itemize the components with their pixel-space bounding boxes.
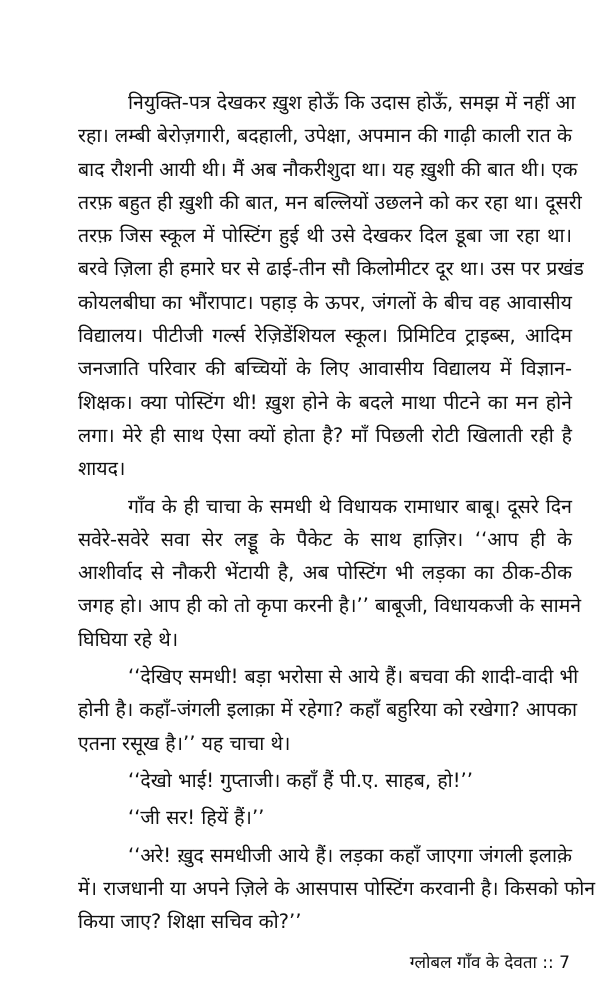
paragraph: [78, 764, 572, 797]
text-line: सवेरे-सवेरे सवा सेर लड्डू के पैकेट के साथ हाज़िर। ‘‘आप ही के: [78, 527, 572, 551]
text-line: होनी है। कहाँ-जंगली इलाक़ा में रहेगा? कहाँ बहुरिया को रखेगा? आपका: [78, 698, 578, 722]
paragraph: [78, 490, 582, 656]
text-line: बाद रौशनी आयी थी। मैं अब नौकरीशुदा था। यह ख़ुशी की बात थी। एक: [78, 157, 578, 181]
text-line: बरवे ज़िला ही हमारे घर से ढाई-तीन सौ किलोमीटर दूर था। उस पर प्रखंड: [78, 257, 584, 281]
text-line: विद्यालय। पीटीजी गर्ल्स रेज़िडेंशियल स्कूल। प्रिमिटिव ट्राइब्स, आदिम: [78, 324, 572, 348]
text-line: तरफ़ जिस स्कूल में पोस्टिंग हुई थी उसे देखकर दिल डूबा जा रहा था।: [78, 224, 572, 248]
text-line: लगा। मेरे ही साथ ऐसा क्यों होता है? माँ पिछली रोटी खिलाती रही है: [78, 423, 572, 447]
text-line: ‘‘देखिए समधी! बड़ा भरोसा से आये हैं। बचवा की शादी-वादी भी: [128, 665, 579, 689]
book-page-body: [78, 86, 596, 942]
text-line: जगह हो। आप ही को तो कृपा करनी है।’’ बाबूजी, विधायकजी के सामने: [78, 594, 582, 618]
text-line: में। राजधानी या अपने ज़िले के आसपास पोस्टिंग करवानी है। किसको फोन: [78, 876, 596, 900]
text-line: किया जाए? शिक्षा सचिव को?’’: [78, 910, 302, 934]
text-line: घिघिया रहे थे।: [78, 627, 179, 651]
text-line: जनजाति परिवार की बच्चियों के लिए आवासीय विद्यालय में विज्ञान-: [78, 357, 572, 381]
text-line: आशीर्वाद से नौकरी भेंटायी है, अब पोस्टिंग भी लड़का का ठीक-ठीक: [78, 561, 572, 585]
text-line: ‘‘जी सर! हियें हैं।’’: [128, 806, 265, 830]
text-line: शायद।: [78, 457, 126, 481]
paragraph: [78, 660, 579, 760]
text-line: कोयलबीघा का भौंरापाट। पहाड़ के ऊपर, जंगलों के बीच वह आवासीय: [78, 290, 572, 314]
paragraph: [78, 839, 596, 939]
paragraph: [78, 801, 572, 834]
text-line: शिक्षक। क्या पोस्टिंग थी! ख़ुश होने के बदले माथा पीटने का मन होने: [78, 390, 572, 414]
text-line: गाँव के ही चाचा के समधी थे विधायक रामाधार बाबू। दूसरे दिन: [128, 494, 572, 518]
text-line: तरफ़ बहुत ही ख़ुशी की बात, मन बल्लियों उछलने को कर रहा था। दूसरी: [78, 190, 582, 214]
text-line: रहा। लम्बी बेरोज़गारी, बदहाली, उपेक्षा, अपमान की गाढ़ी काली रात के: [78, 124, 572, 148]
text-line: एतना रसूख है।’’ यह चाचा थे।: [78, 731, 291, 755]
text-line: ‘‘देखो भाई! गुप्ताजी। कहाँ हैं पी.ए. साहब, हो!’’: [128, 768, 473, 792]
text-line: नियुक्ति-पत्र देखकर ख़ुश होऊँ कि उदास होऊँ, समझ में नहीं आ: [128, 91, 576, 114]
paragraph: [78, 86, 584, 486]
page-footer-running-title: ग्लोबल गाँव के देवता :: 7: [409, 953, 570, 973]
text-line: ‘‘अरे! ख़ुद समधीजी आये हैं। लड़का कहाँ जाएगा जंगली इलाक़े: [128, 843, 572, 867]
